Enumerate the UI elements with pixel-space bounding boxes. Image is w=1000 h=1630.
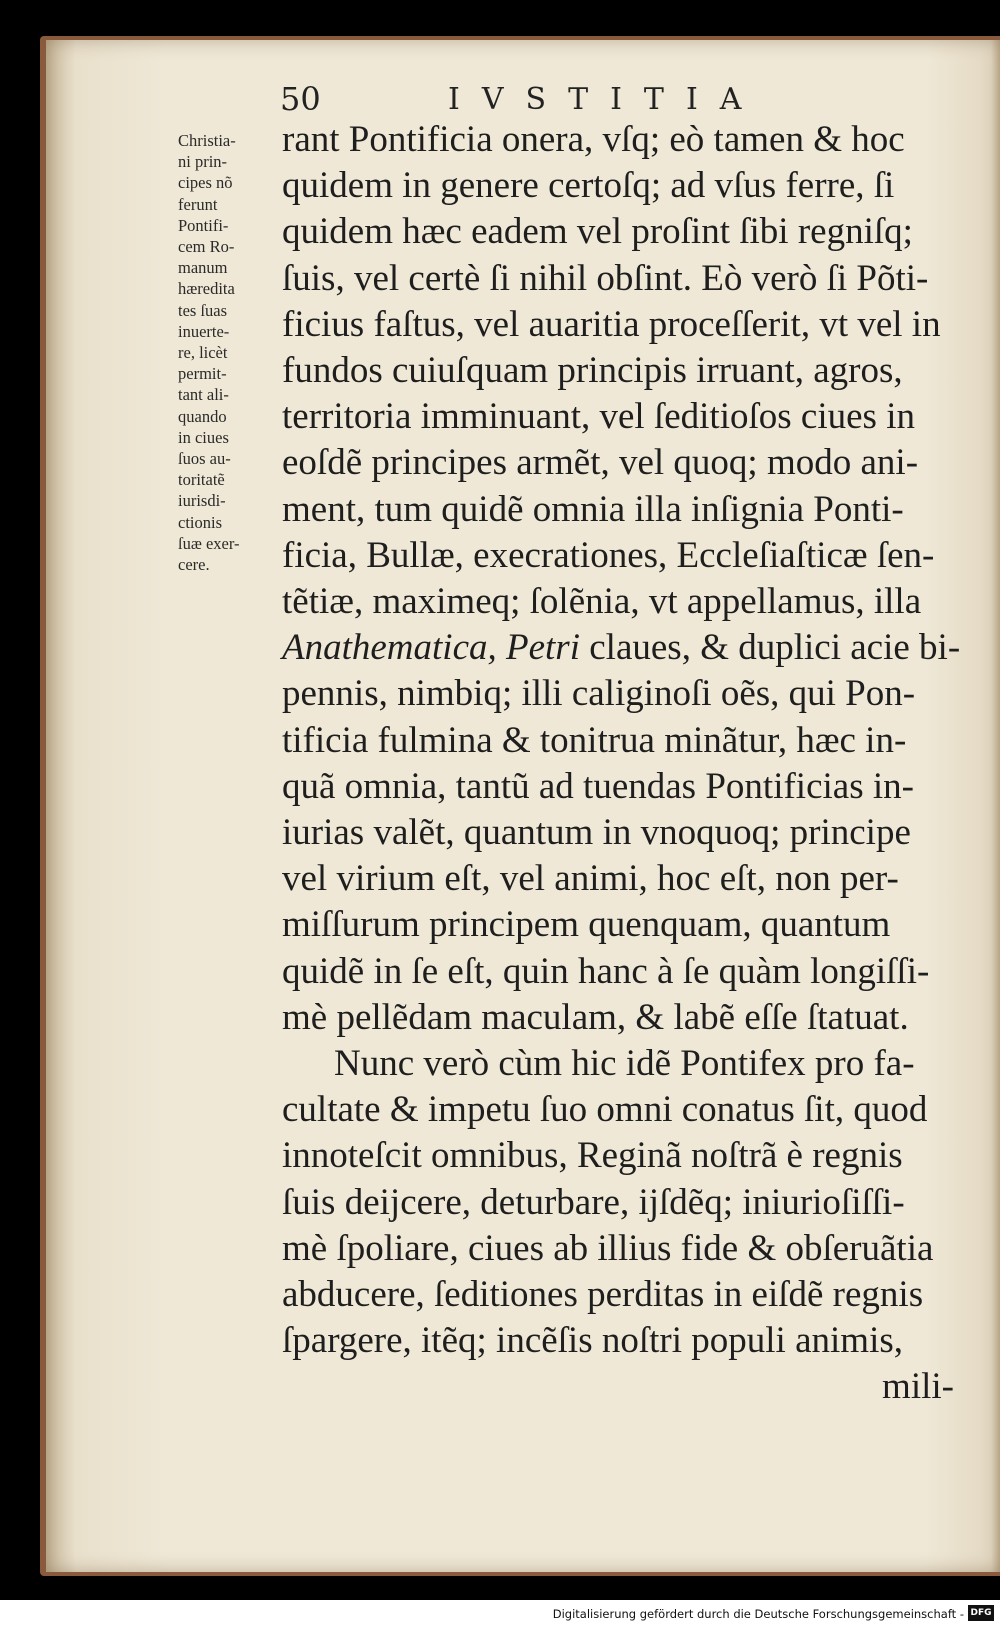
text-line bbox=[282, 209, 982, 255]
body-text bbox=[282, 117, 982, 1411]
line-text: ſuis deijcere, deturbare, ijſdẽq; iniurioſiſſi- bbox=[282, 1181, 905, 1223]
text-line bbox=[282, 625, 982, 671]
line-text: eoſdẽ principes armẽt, vel quoq; modo ani- bbox=[282, 442, 919, 484]
italic-phrase: Anathematica, Petri bbox=[282, 627, 580, 669]
marginal-line: ctionis bbox=[178, 512, 222, 532]
line-text: ficius faſtus, vel auaritia proceſſerit, vt vel in bbox=[282, 303, 941, 345]
line-text: innoteſcit omnibus, Reginã noſtrã è regnis bbox=[282, 1135, 903, 1177]
footer-bar bbox=[0, 1600, 1000, 1630]
line-text: ment, tum quidẽ omnia illa inſignia Ponti- bbox=[282, 488, 904, 530]
line-text: quã omnia, tantũ ad tuendas Pontificias in- bbox=[282, 765, 914, 807]
text-line bbox=[282, 1087, 982, 1133]
line-text: fundos cuiuſquam principis irruant, agros, bbox=[282, 350, 903, 392]
line-text: mè ſpoliare, ciues ab illius fide & obſeruãtia bbox=[282, 1227, 934, 1269]
marginal-line: ſuos au- bbox=[178, 449, 231, 469]
marginal-line: cem Ro- bbox=[178, 237, 235, 257]
marginal-line: re, licèt bbox=[178, 343, 228, 363]
marginal-line: tant ali- bbox=[178, 385, 229, 405]
line-text: tificia fulmina & tonitrua minãtur, hæc in- bbox=[282, 719, 907, 761]
text-line bbox=[282, 487, 982, 533]
line-text: claues, & duplici acie bi- bbox=[580, 627, 961, 669]
line-text: miſſurum principem quenquam, quantum bbox=[282, 904, 891, 946]
text-line bbox=[282, 533, 982, 579]
text-line bbox=[282, 117, 982, 163]
text-line bbox=[282, 440, 982, 486]
marginal-line: inuerte- bbox=[178, 321, 230, 341]
marginal-line: in ciues bbox=[178, 427, 229, 447]
line-text: pennis, nimbiq; illi caliginoſi oẽs, qui Pon- bbox=[282, 673, 916, 715]
marginal-line: Pontifi- bbox=[178, 215, 229, 235]
line-text: vel virium eſt, vel animi, hoc eſt, non per- bbox=[282, 858, 899, 900]
page-number: 50 bbox=[280, 80, 321, 118]
line-text: abducere, ſeditiones perditas in eiſdẽ regnis bbox=[282, 1274, 924, 1316]
line-text: Nunc verò cùm hic idẽ Pontifex pro fa- bbox=[334, 1043, 915, 1085]
marginal-note bbox=[178, 130, 273, 575]
marginal-line: Christia- bbox=[178, 131, 236, 150]
line-text: quidem in genere certoſq; ad vſus ferre, ſi bbox=[282, 165, 895, 207]
text-line bbox=[282, 1318, 982, 1364]
text-line bbox=[282, 718, 982, 764]
text-line bbox=[282, 1226, 982, 1272]
running-title: IVSTITIA bbox=[448, 82, 764, 117]
text-line bbox=[282, 348, 982, 394]
line-text: tẽtiæ, maximeq; ſolẽnia, vt appellamus, illa bbox=[282, 581, 922, 623]
text-line bbox=[282, 1133, 982, 1179]
line-text: ſpargere, itẽq; incẽſis noſtri populi animis, bbox=[282, 1320, 903, 1362]
text-line bbox=[282, 671, 982, 717]
marginal-line: tes ſuas bbox=[178, 300, 228, 320]
marginal-line: cipes nõ bbox=[178, 173, 233, 193]
text-line bbox=[282, 995, 982, 1041]
marginal-line: quando bbox=[178, 406, 227, 426]
text-line bbox=[282, 902, 982, 948]
text-line bbox=[282, 1180, 982, 1226]
line-text: quidem hæc eadem vel proſint ſibi regniſq; bbox=[282, 211, 913, 253]
text-line bbox=[282, 856, 982, 902]
line-text: mè pellẽdam maculam, & labẽ eſſe ſtatuat. bbox=[282, 996, 909, 1038]
text-line bbox=[282, 1041, 982, 1087]
marginal-line: toritatẽ bbox=[178, 470, 225, 490]
line-text: ficia, Bullæ, execrationes, Eccleſiaſticæ ſen- bbox=[282, 534, 935, 576]
text-line bbox=[282, 579, 982, 625]
line-text: quidẽ in ſe eſt, quin hanc à ſe quàm longiſſi- bbox=[282, 950, 930, 992]
line-text: territoria imminuant, vel ſeditioſos ciues in bbox=[282, 396, 915, 438]
text-line bbox=[282, 764, 982, 810]
marginal-line: ferunt bbox=[178, 194, 218, 214]
marginal-line: permit- bbox=[178, 364, 227, 384]
text-line bbox=[282, 810, 982, 856]
text-line bbox=[282, 1364, 982, 1410]
marginal-line: hæredita bbox=[178, 279, 235, 299]
text-line bbox=[282, 394, 982, 440]
dfg-logo-icon: DFG bbox=[968, 1605, 994, 1621]
line-text: rant Pontificia onera, vſq; eò tamen & hoc bbox=[282, 119, 905, 160]
page-header bbox=[280, 80, 900, 120]
marginal-line: ni prin- bbox=[178, 152, 228, 172]
text-line bbox=[282, 256, 982, 302]
line-text: cultate & impetu ſuo omni conatus ſit, quod bbox=[282, 1089, 928, 1131]
text-line bbox=[282, 1272, 982, 1318]
text-line bbox=[282, 163, 982, 209]
line-text: iurias valẽt, quantum in vnoquoq; principe bbox=[282, 812, 911, 854]
marginal-line: manum bbox=[178, 258, 228, 278]
marginal-line: cere. bbox=[178, 555, 210, 575]
text-line bbox=[282, 302, 982, 348]
funding-credit: Digitalisierung gefördert durch die Deutsche Forschungsgemeinschaft - bbox=[552, 1607, 964, 1621]
marginal-line: ſuæ exer- bbox=[178, 533, 240, 553]
text-line bbox=[282, 949, 982, 995]
marginal-line: iurisdi- bbox=[178, 491, 226, 511]
line-text: ſuis, vel certè ſi nihil obſint. Eò verò ſi Põti- bbox=[282, 257, 929, 299]
line-text: mili- bbox=[882, 1366, 954, 1408]
